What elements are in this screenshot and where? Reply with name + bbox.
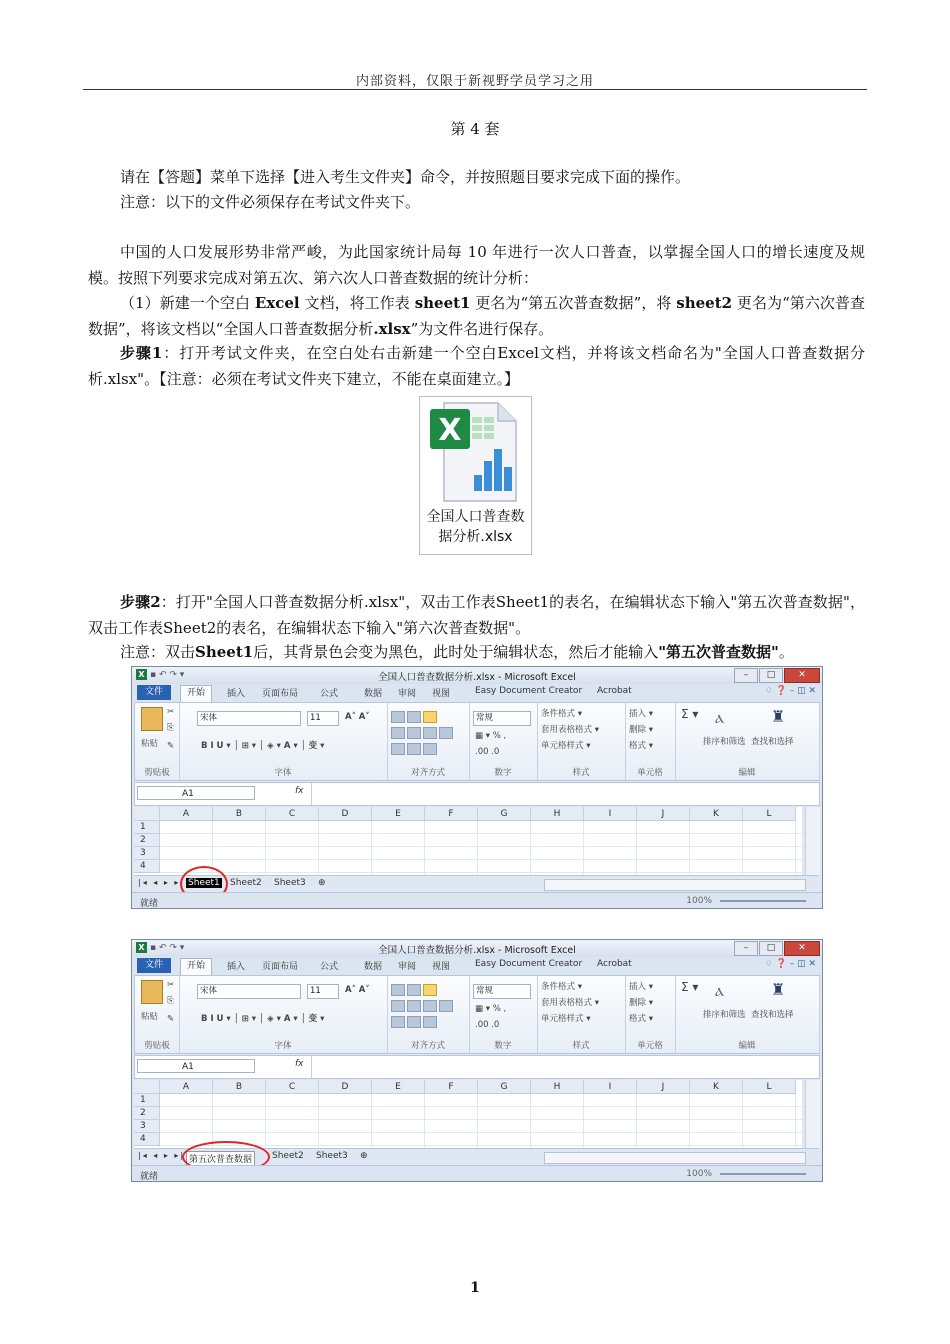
ribbon-group-label: 样式 <box>572 768 590 778</box>
grid-line <box>795 1094 796 1148</box>
align-icon[interactable] <box>407 1000 421 1012</box>
tab-home[interactable]: 开始 <box>180 685 212 702</box>
bold-icon[interactable]: B I U ▾ │ ⊞ ▾ │ ◈ ▾ A ▾ │ 变 ▾ <box>201 1014 325 1024</box>
tab-6[interactable]: 审阅 <box>398 689 417 699</box>
q1-part-4: 更名为“第五次普查数据”，将 <box>470 294 677 312</box>
autosum-icon[interactable]: Σ ▾ <box>681 707 699 721</box>
paste-label[interactable]: 粘贴 <box>141 1012 159 1022</box>
note-mid: 后，其背景色会变为黑色，此时处于编辑状态，然后才能输入 <box>253 643 659 661</box>
q1-part-7: .xlsx <box>373 319 411 338</box>
grid-line <box>424 1094 425 1148</box>
align-icon[interactable] <box>439 1000 453 1012</box>
ribbon <box>134 975 820 1054</box>
style-item[interactable]: 条件格式 ▾ <box>541 982 582 992</box>
align-icon[interactable] <box>391 1000 405 1012</box>
grid-line <box>530 1094 531 1148</box>
grid-line <box>160 833 802 834</box>
grow-font-icon[interactable]: A˄ A˅ <box>345 712 370 722</box>
excel-screenshot-1 <box>131 666 823 909</box>
zoom-level[interactable]: 100% <box>686 1169 712 1179</box>
grid-line <box>424 821 425 875</box>
column-header[interactable]: I <box>584 1080 637 1094</box>
tab-2[interactable]: 插入 <box>227 689 246 699</box>
formula-divider <box>311 1056 312 1078</box>
zoom-level[interactable]: 100% <box>686 896 712 906</box>
ribbon-group-label: 数字 <box>494 1041 512 1051</box>
grid-line <box>636 1094 637 1148</box>
style-item[interactable]: 单元格样式 ▾ <box>541 741 591 751</box>
column-header[interactable]: F <box>425 807 478 821</box>
sheet-tab[interactable]: Sheet3 <box>316 1151 348 1161</box>
bold-icon[interactable]: B I U ▾ │ ⊞ ▾ │ ◈ ▾ A ▾ │ 变 ▾ <box>201 741 325 751</box>
copy-icon[interactable]: ⎘ <box>167 723 174 733</box>
ribbon-group-label: 单元格 <box>637 768 663 778</box>
ribbon-group-label: 对齐方式 <box>410 1041 445 1051</box>
tab-2[interactable]: 插入 <box>227 962 246 972</box>
row-header[interactable]: 3 <box>134 847 160 860</box>
align-icon[interactable] <box>391 1016 405 1028</box>
file-icon-label-line-2: 据分析.xlsx <box>438 529 513 545</box>
column-header[interactable]: C <box>266 1080 319 1094</box>
cell-item[interactable]: 格式 ▾ <box>629 741 653 751</box>
excel-screenshot-2 <box>131 939 823 1182</box>
tab-8[interactable]: Easy Document Creator <box>475 686 583 696</box>
ribbon-group-label: 数字 <box>494 768 512 778</box>
column-header[interactable]: B <box>213 807 266 821</box>
ribbon-group-label: 字体 <box>274 768 292 778</box>
spreadsheet-grid[interactable] <box>134 807 802 875</box>
grid-line <box>795 821 796 875</box>
style-item[interactable]: 套用表格格式 ▾ <box>541 998 599 1008</box>
horizontal-scrollbar[interactable] <box>544 879 806 891</box>
grid-line <box>689 1094 690 1148</box>
note-bold-2: "第五次普查数据" <box>658 643 779 661</box>
maximize-icon[interactable]: □ <box>759 668 783 683</box>
grid-line <box>742 821 743 875</box>
sheet-nav-icon[interactable]: |◂ ◂ ▸ ▸| <box>138 1151 186 1160</box>
column-header[interactable]: G <box>478 1080 531 1094</box>
grid-line <box>636 821 637 875</box>
ribbon-tabs <box>132 957 822 975</box>
background-paragraph: 中国的人口发展形势非常严峻，为此国家统计局每 10 年进行一次人口普查，以掌握全国人口的增长速度及规模。按照下列要求完成对第五次、第六次人口普查数据的统计分析： <box>88 243 865 287</box>
formula-divider <box>311 783 312 805</box>
window-controls <box>733 941 820 956</box>
note-bold-1: Sheet1 <box>195 643 254 661</box>
excel-window-title: 全国人口普查数据分析.xlsx - Microsoft Excel <box>378 945 576 956</box>
grid-line <box>477 1094 478 1148</box>
style-item[interactable]: 单元格样式 ▾ <box>541 1014 591 1024</box>
note-pre: 注意：双击 <box>120 643 196 661</box>
align-icon[interactable] <box>391 727 405 739</box>
autosum-icon[interactable]: Σ ▾ <box>681 980 699 994</box>
status-bar <box>132 1165 822 1182</box>
grid-line <box>160 872 802 873</box>
sheet-tab-active[interactable]: Sheet1 <box>188 878 220 888</box>
align-icon[interactable] <box>391 711 405 723</box>
cell-item[interactable]: 格式 ▾ <box>629 1014 653 1024</box>
ribbon-group-label: 字体 <box>274 1041 292 1051</box>
status-bar <box>132 892 822 909</box>
style-item[interactable]: 条件格式 ▾ <box>541 709 582 719</box>
document-header: 内部资料，仅限于新视野学员学习之用 <box>355 74 594 89</box>
grid-line <box>689 821 690 875</box>
grid-line <box>477 821 478 875</box>
fx-icon[interactable]: fx <box>295 1059 304 1069</box>
font-size-select[interactable]: 11 <box>307 984 339 999</box>
row-header[interactable]: 2 <box>134 834 160 847</box>
tab-3[interactable]: 页面布局 <box>262 962 299 972</box>
cell-item[interactable]: 插入 ▾ <box>629 982 653 992</box>
tab-7[interactable]: 视图 <box>432 689 451 699</box>
grid-line <box>583 1094 584 1148</box>
decimal-icon[interactable]: .00 .0 <box>475 1020 500 1030</box>
quick-access-toolbar[interactable]: X ▪ ↶ ↷ ▾ <box>136 669 184 680</box>
cut-icon[interactable]: ✂ <box>167 980 175 990</box>
sheet-tab[interactable]: Sheet3 <box>274 878 306 888</box>
file-icon-label-line-1: 全国人口普查数 <box>426 509 525 525</box>
align-icon[interactable] <box>407 743 421 755</box>
decimal-icon[interactable]: .00 .0 <box>475 747 500 757</box>
align-icon[interactable] <box>407 1016 421 1028</box>
format-painter-icon[interactable]: ✎ <box>167 741 175 751</box>
window-controls <box>733 668 820 683</box>
q1-part-1: Excel <box>254 294 300 312</box>
ribbon-group-label: 单元格 <box>637 1041 663 1051</box>
percent-icon[interactable]: ▦ ▾ % , <box>475 731 507 741</box>
sort-filter-label[interactable]: 排序和筛选 <box>703 737 746 747</box>
note-end: 。 <box>778 643 794 661</box>
find-select-icon[interactable]: ♜ <box>771 980 786 999</box>
tab-4[interactable]: 公式 <box>320 689 339 699</box>
paste-icon[interactable] <box>141 980 163 1004</box>
cut-icon[interactable]: ✂ <box>167 707 175 717</box>
ribbon-group-label: 样式 <box>572 1041 590 1051</box>
sort-filter-icon[interactable]: ⲁ <box>715 980 724 1001</box>
percent-icon[interactable]: ▦ ▾ % , <box>475 1004 507 1014</box>
grid-line <box>160 1106 802 1107</box>
column-header[interactable]: L <box>743 807 796 821</box>
align-icon[interactable] <box>439 727 453 739</box>
excel-app-icon: X <box>136 942 147 953</box>
insert-sheet-icon[interactable]: ⊕ <box>360 1151 368 1161</box>
status-text: 就绪 <box>140 899 159 909</box>
sort-filter-icon[interactable]: ⲁ <box>715 707 724 728</box>
find-select-label[interactable]: 查找和选择 <box>751 1010 794 1020</box>
excel-app-icon: X <box>136 669 147 680</box>
insert-sheet-icon[interactable]: ⊕ <box>318 878 326 888</box>
column-header[interactable]: E <box>372 1080 425 1094</box>
tab-7[interactable]: 视图 <box>432 962 451 972</box>
ribbon-tabs <box>132 684 822 702</box>
header-rule <box>83 89 867 90</box>
tab-file[interactable]: 文件 <box>137 958 171 973</box>
row-header[interactable]: 2 <box>134 1107 160 1120</box>
column-header[interactable]: H <box>531 807 584 821</box>
style-item[interactable]: 套用表格格式 ▾ <box>541 725 599 735</box>
tab-5[interactable]: 数据 <box>364 689 383 699</box>
grid-line <box>265 1094 266 1148</box>
q1-part-3: sheet1 <box>414 294 471 312</box>
column-header[interactable]: I <box>584 807 637 821</box>
ribbon-group-label: 编辑 <box>738 1041 756 1051</box>
grow-font-icon[interactable]: A˄ A˅ <box>345 985 370 995</box>
sheet-nav-icon[interactable]: |◂ ◂ ▸ ▸| <box>138 878 186 887</box>
column-header[interactable]: K <box>690 807 743 821</box>
tab-4[interactable]: 公式 <box>320 962 339 972</box>
tab-8[interactable]: Easy Document Creator <box>475 959 583 969</box>
grid-line <box>160 1119 802 1120</box>
note-paragraph <box>88 640 865 666</box>
tab-5[interactable]: 数据 <box>364 962 383 972</box>
tab-3[interactable]: 页面布局 <box>262 689 299 699</box>
align-icon[interactable] <box>423 743 437 755</box>
tab-6[interactable]: 审阅 <box>398 962 417 972</box>
maximize-icon[interactable]: □ <box>759 941 783 956</box>
grid-line <box>742 1094 743 1148</box>
svg-text:X: X <box>438 413 462 448</box>
grid-line <box>318 821 319 875</box>
excel-file-icon[interactable] <box>419 396 532 555</box>
close-icon[interactable]: ✕ <box>784 668 820 683</box>
find-select-label[interactable]: 查找和选择 <box>751 737 794 747</box>
row-header[interactable]: 4 <box>134 1133 160 1146</box>
column-header[interactable]: K <box>690 1080 743 1094</box>
step2-label: 步骤2 <box>120 593 161 611</box>
fx-icon[interactable]: fx <box>295 786 304 796</box>
align-icon[interactable] <box>391 743 405 755</box>
ribbon-group-label: 剪贴板 <box>144 1041 170 1051</box>
excel-title-bar <box>132 940 822 957</box>
tab-file[interactable]: 文件 <box>137 685 171 700</box>
step2-text: ：打开"全国人口普查数据分析.xlsx"，双击工作表Sheet1的表名，在编辑状态下输入"第五次普查数据"，双击工作表Sheet2的表名，在编辑状态下输入"第六次普查数据"。 <box>88 593 866 637</box>
row-header[interactable]: 1 <box>134 821 160 834</box>
font-name-select[interactable]: 宋体 <box>197 711 301 726</box>
sheet-tab[interactable]: Sheet2 <box>230 878 262 888</box>
ribbon-group-label: 对齐方式 <box>410 768 445 778</box>
tab-home[interactable]: 开始 <box>180 958 212 975</box>
grid-line <box>160 846 802 847</box>
column-header[interactable]: E <box>372 807 425 821</box>
excel-document-icon <box>420 397 531 507</box>
column-header[interactable]: A <box>160 807 213 821</box>
row-header[interactable]: 3 <box>134 1120 160 1133</box>
column-header[interactable]: J <box>637 807 690 821</box>
formula-bar <box>134 1055 820 1079</box>
grid-line <box>160 1132 802 1133</box>
align-icon[interactable] <box>407 984 421 996</box>
cell-item[interactable]: 插入 ▾ <box>629 709 653 719</box>
grid-line <box>265 821 266 875</box>
row-header[interactable]: 1 <box>134 1094 160 1107</box>
excel-title-bar <box>132 667 822 684</box>
cell-item[interactable]: 删除 ▾ <box>629 998 653 1008</box>
column-header[interactable]: A <box>160 1080 213 1094</box>
select-all-corner[interactable] <box>134 807 160 821</box>
step1-text: ：打开考试文件夹，在空白处右击新建一个空白Excel文档，并将该文档命名为"全国人口普查数据分析.xlsx"。【注意：必须在考试文件夹下建立，不能在桌面建立。】 <box>88 344 866 388</box>
column-header[interactable]: B <box>213 1080 266 1094</box>
grid-line <box>318 1094 319 1148</box>
grid-line <box>160 859 802 860</box>
cell-item[interactable]: 删除 ▾ <box>629 725 653 735</box>
q1-part-2: 文档，将工作表 <box>299 294 415 312</box>
formula-bar <box>134 782 820 806</box>
align-icon[interactable] <box>423 1016 437 1028</box>
step-2 <box>88 590 865 641</box>
align-icon[interactable] <box>391 984 405 996</box>
name-box[interactable]: A1 <box>137 786 255 800</box>
page-number: 1 <box>470 1280 480 1296</box>
align-icon[interactable] <box>423 1000 437 1012</box>
sheet-tab-bar <box>134 1148 818 1165</box>
step-1 <box>88 341 865 392</box>
number-format-select[interactable]: 常规 <box>473 711 531 726</box>
ribbon-group-label: 剪贴板 <box>144 768 170 778</box>
align-icon[interactable] <box>423 727 437 739</box>
intro-line-2: 注意：以下的文件必须保存在考试文件夹下。 <box>120 193 421 211</box>
column-header[interactable]: J <box>637 1080 690 1094</box>
spreadsheet-grid[interactable] <box>134 1080 802 1148</box>
grid-line <box>371 821 372 875</box>
status-text: 就绪 <box>140 1172 159 1182</box>
column-header[interactable]: H <box>531 1080 584 1094</box>
minimize-icon[interactable]: – <box>734 941 758 956</box>
horizontal-scrollbar[interactable] <box>544 1152 806 1164</box>
column-header[interactable]: D <box>319 807 372 821</box>
sheet-tab-bar <box>134 875 818 892</box>
q1-part-5: sheet2 <box>676 294 733 312</box>
quick-access-toolbar[interactable]: X ▪ ↶ ↷ ▾ <box>136 942 184 953</box>
sheet-tab-active[interactable]: 第五次普查数据 <box>186 1151 255 1166</box>
paste-label[interactable]: 粘贴 <box>141 739 159 749</box>
help-icon[interactable]: ♢ ❓ – ◫ ✕ <box>764 686 816 696</box>
excel-window-title: 全国人口普查数据分析.xlsx - Microsoft Excel <box>378 672 576 683</box>
zoom-slider[interactable] <box>720 900 806 902</box>
font-size-select[interactable]: 11 <box>307 711 339 726</box>
tab-9[interactable]: Acrobat <box>597 686 632 696</box>
minimize-icon[interactable]: – <box>734 668 758 683</box>
name-box[interactable]: A1 <box>137 1059 255 1073</box>
format-painter-icon[interactable]: ✎ <box>167 1014 175 1024</box>
intro-line-1: 请在【答题】菜单下选择【进入考生文件夹】命令，并按照题目要求完成下面的操作。 <box>120 168 691 186</box>
grid-line <box>583 821 584 875</box>
column-header[interactable]: F <box>425 1080 478 1094</box>
file-icon-label <box>420 507 531 547</box>
ribbon <box>134 702 820 781</box>
row-header[interactable]: 4 <box>134 860 160 873</box>
tab-9[interactable]: Acrobat <box>597 959 632 969</box>
column-header[interactable]: L <box>743 1080 796 1094</box>
q1-part-8: ”为文件名进行保存。 <box>410 319 554 338</box>
q1-part-0: （1）新建一个空白 <box>120 294 255 312</box>
doc-title: 第 4 套 <box>450 120 500 138</box>
align-icon[interactable] <box>423 984 437 996</box>
align-icon[interactable] <box>407 727 421 739</box>
question-1 <box>88 291 865 342</box>
column-header[interactable]: G <box>478 807 531 821</box>
vertical-scrollbar[interactable] <box>805 807 820 875</box>
sheet-tab[interactable]: Sheet2 <box>272 1151 304 1161</box>
vertical-scrollbar[interactable] <box>805 1080 820 1148</box>
copy-icon[interactable]: ⎘ <box>167 996 174 1006</box>
align-icon[interactable] <box>423 711 437 723</box>
sort-filter-label[interactable]: 排序和筛选 <box>703 1010 746 1020</box>
align-icon[interactable] <box>407 711 421 723</box>
q1-part-6: 更名为“第六次普查数据”，将该文档以“全国人口普查数据分析 <box>88 294 866 338</box>
grid-line <box>530 821 531 875</box>
number-format-select[interactable]: 常规 <box>473 984 531 999</box>
grid-line <box>371 1094 372 1148</box>
step1-label: 步骤1 <box>120 344 163 362</box>
zoom-slider[interactable] <box>720 1173 806 1175</box>
ribbon-group-label: 编辑 <box>738 768 756 778</box>
paste-icon[interactable] <box>141 707 163 731</box>
grid-line <box>212 1094 213 1148</box>
help-icon[interactable]: ♢ ❓ – ◫ ✕ <box>764 959 816 969</box>
font-name-select[interactable]: 宋体 <box>197 984 301 999</box>
column-header[interactable]: D <box>319 1080 372 1094</box>
column-header[interactable]: C <box>266 807 319 821</box>
find-select-icon[interactable]: ♜ <box>771 707 786 726</box>
select-all-corner[interactable] <box>134 1080 160 1094</box>
close-icon[interactable]: ✕ <box>784 941 820 956</box>
